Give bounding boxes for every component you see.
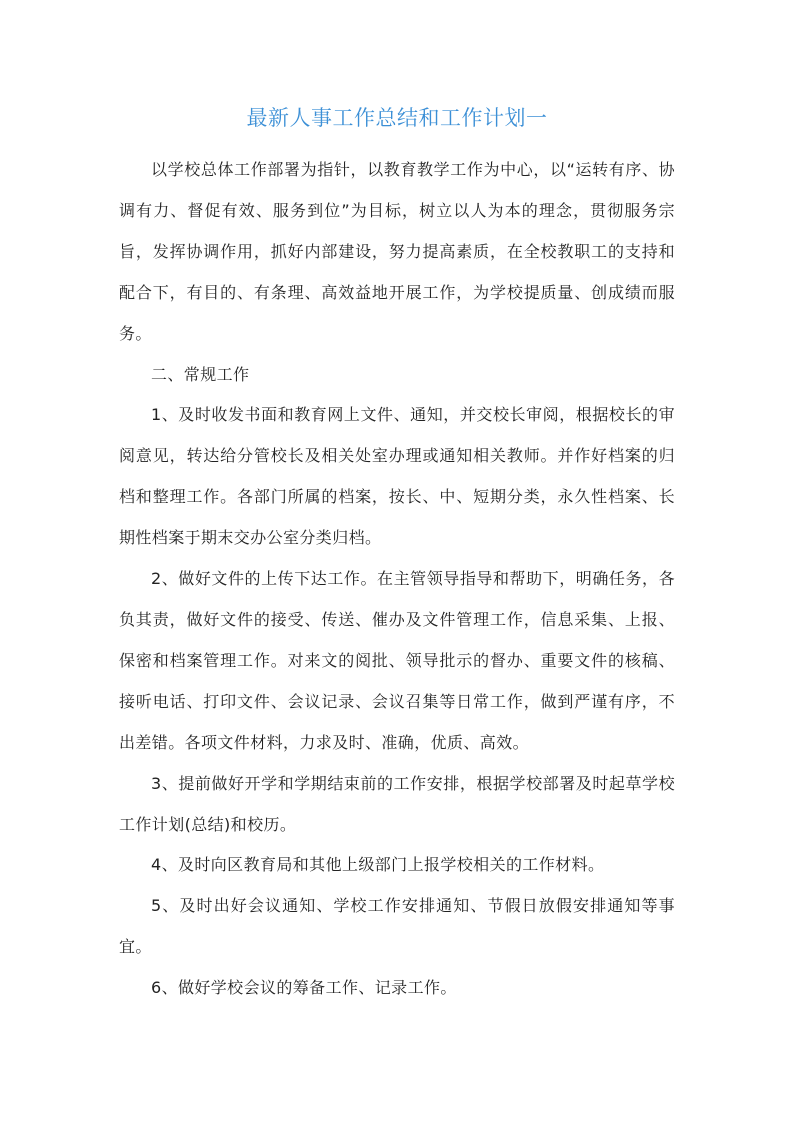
paragraph-item-6: 6、做好学校会议的筹备工作、记录工作。	[151, 978, 457, 998]
paragraph-item-5: 5、及时出好会议通知、学校工作安排通知、节假日放假安排通知等事宜。	[119, 896, 675, 957]
paragraph-intro: 以学校总体工作部署为指针，以教育教学工作为中心，以“运转有序、协调有力、督促有效、服务到位”为目标，树立以人为本的理念，贯彻服务宗旨，发挥协调作用，抓好内部建设，努力提高素质，在全校教职工的支持和配合下，有目的、有条理、高效益地开展工作，为学校提质量、创成绩而服务。	[119, 160, 675, 343]
section-heading-routine-work: 二、常规工作	[151, 364, 250, 384]
paragraph-item-3: 3、提前做好开学和学期结束前的工作安排，根据学校部署及时起草学校工作计划(总结)和校历。	[119, 773, 675, 834]
document-title: 最新人事工作总结和工作计划一	[246, 106, 548, 130]
document-page	[119, 100, 675, 1009]
paragraph-item-1: 1、及时收发书面和教育网上文件、通知，并交校长审阅，根据校长的审阅意见，转达给分管校长及相关处室办理或通知相关教师。并作好档案的归档和整理工作。各部门所属的档案，按长、中、短期分类，永久性档案、长期性档案于期末交办公室分类归档。	[119, 405, 675, 548]
paragraph-item-2: 2、做好文件的上传下达工作。在主管领导指导和帮助下，明确任务，各负其责，做好文件的接受、传送、催办及文件管理工作，信息采集、上报、保密和档案管理工作。对来文的阅批、领导批示的督办、重要文件的核稿、接听电话、打印文件、会议记录、会议召集等日常工作，做到严谨有序，不出差错。各项文件材料，力求及时、准确，优质、高效。	[119, 569, 675, 752]
paragraph-item-4: 4、及时向区教育局和其他上级部门上报学校相关的工作材料。	[151, 855, 605, 875]
